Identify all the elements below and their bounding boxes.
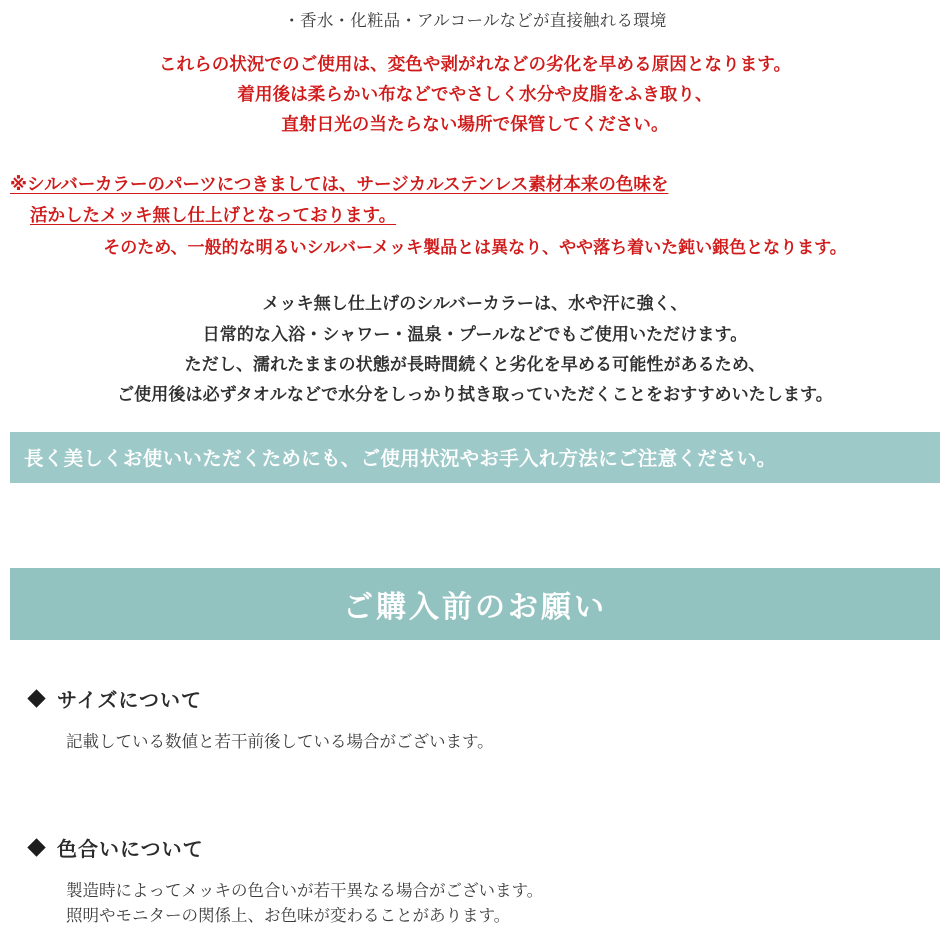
silver-note-line-2-text: 活かしたメッキ無し仕上げとなっております。 xyxy=(30,205,397,226)
silver-note-line-3: そのため、一般的な明るいシルバーメッキ製品とは異なり、やや落ち着いた鈍い銀色となります。 xyxy=(103,238,847,259)
purchase-item-color-body xyxy=(30,878,950,929)
purchase-item-color-heading: 色合いについて xyxy=(57,836,204,861)
silver-usage-line-3: ただし、濡れたままの状態が長時間続くと劣化を早める可能性があるため、 xyxy=(184,354,766,375)
silver-usage-block xyxy=(0,289,950,410)
purchase-item-size xyxy=(0,684,950,755)
silver-note-line-1 xyxy=(0,170,950,201)
silver-note-line-1-text: ※シルバーカラーのパーツにつきましては、サージカルステンレス素材本来の色味を xyxy=(10,174,669,195)
care-highlight-bar: 長く美しくお使いいただくためにも、ご使用状況やお手入れ方法にご注意ください。 xyxy=(10,432,940,483)
silver-color-note xyxy=(0,170,950,265)
purchase-item-size-body xyxy=(30,729,950,755)
care-warning-line-1: これらの状況でのご使用は、変色や剥がれなどの劣化を早める原因となります。 xyxy=(158,54,792,75)
purchase-item-color-line-1: 製造時によってメッキの色合いが若干異なる場合がございます。 xyxy=(66,880,544,900)
purchase-section-header: ご購入前のお願い xyxy=(10,568,940,640)
diamond-bullet-icon xyxy=(27,690,45,708)
purchase-item-size-heading: サイズについて xyxy=(57,688,202,713)
diamond-bullet-icon xyxy=(27,838,45,856)
purchase-item-color-line-2: 照明やモニターの関係上、お色味が変わることがあります。 xyxy=(66,906,511,926)
care-warning-line-2: 着用後は柔らかい布などでやさしく水分や皮脂をふき取り、 xyxy=(237,84,713,105)
care-warning-line-3: 直射日光の当たらない場所で保管してください。 xyxy=(281,114,669,135)
silver-note-line-2 xyxy=(0,201,950,232)
purchase-item-size-line-1: 記載している数値と若干前後している場合がございます。 xyxy=(66,732,494,752)
silver-usage-line-2: 日常的な入浴・シャワー・温泉・プールなどでもご使用いただけます。 xyxy=(202,324,748,345)
silver-usage-line-4: ご使用後は必ずタオルなどで水分をしっかり拭き取っていただくことをおすすめいたします。 xyxy=(117,385,833,406)
purchase-item-color-title xyxy=(30,833,950,862)
purchase-item-size-title xyxy=(30,684,950,713)
environment-note-line: ・香水・化粧品・アルコールなどが直接触れる環境 xyxy=(283,11,667,30)
environment-note xyxy=(0,0,950,34)
care-warning-block xyxy=(0,50,950,140)
silver-usage-line-1: メッキ無し仕上げのシルバーカラーは、水や汗に強く、 xyxy=(262,294,688,315)
purchase-item-color xyxy=(0,833,950,929)
